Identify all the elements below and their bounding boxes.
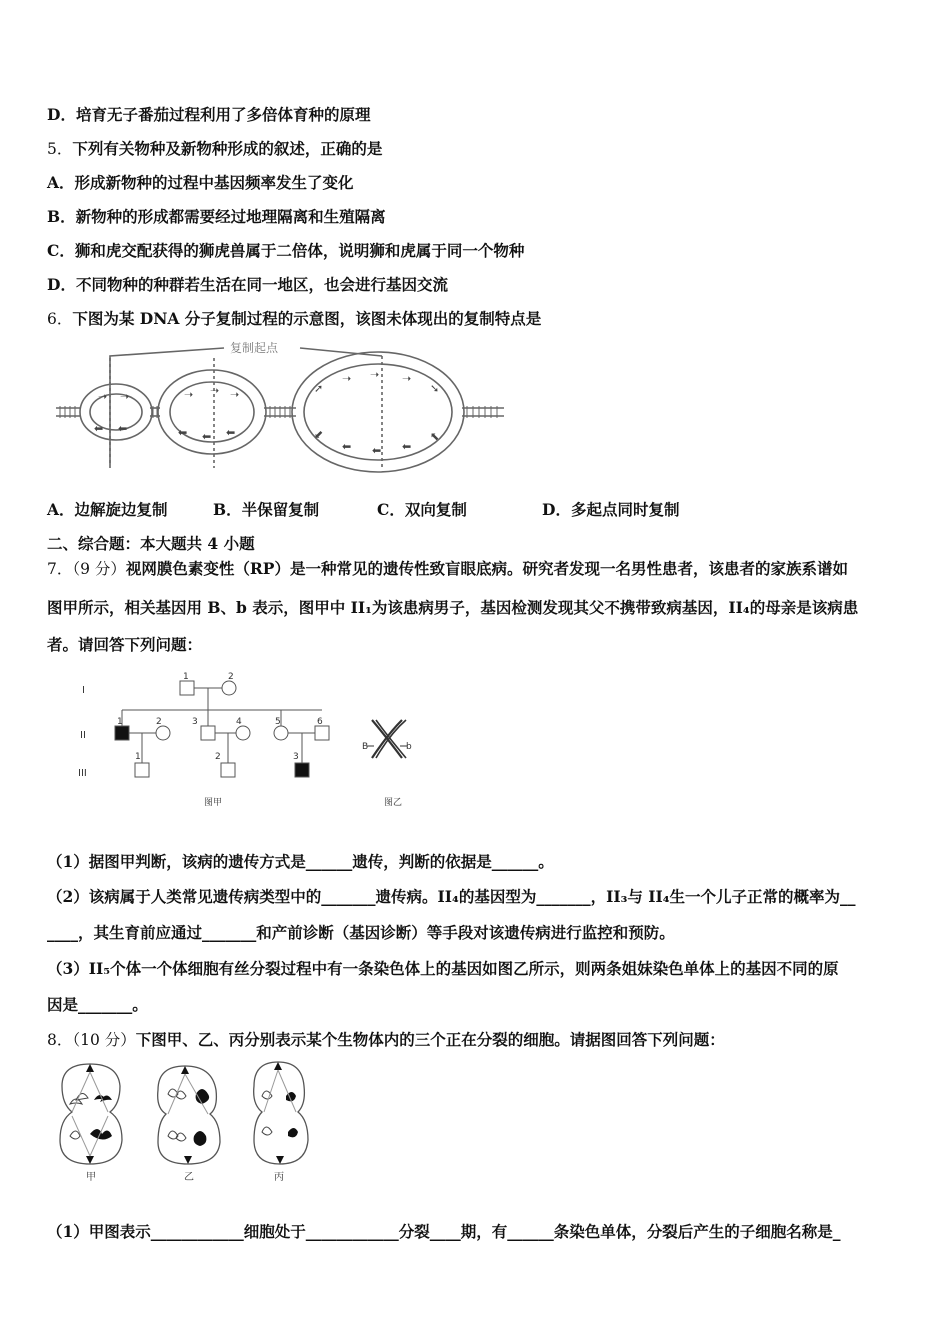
gen2-num-5: 5 (275, 717, 281, 727)
caption-figure-a: 图甲 (204, 798, 223, 808)
svg-text:➘: ➘ (430, 382, 440, 395)
q6-number: 6． (47, 310, 73, 328)
svg-text:⬅: ⬅ (94, 422, 104, 435)
svg-text:➝: ➝ (98, 390, 108, 403)
gen2-num-4: 4 (236, 717, 242, 727)
gen2-female-5 (274, 726, 288, 740)
svg-text:⬅: ⬅ (118, 422, 128, 435)
svg-text:⬅: ⬅ (342, 440, 352, 453)
svg-text:⬉: ⬉ (430, 430, 440, 443)
q5-number: 5． (47, 140, 73, 158)
gen1-num-2: 2 (228, 672, 234, 682)
q7-points: （9 分） (72, 560, 126, 578)
gen2-female-2 (156, 726, 170, 740)
gen2-num-3: 3 (192, 717, 198, 727)
q7-sub2-line1: （2）该病属于人类常见遗传病类型中的_______遗传病。II₄的基因型为_______，II₃与 II₄生一个儿子正常的概率为__ (47, 887, 856, 906)
gen2-num-6: 6 (317, 717, 323, 727)
cell-a-outline (60, 1064, 122, 1164)
gen2-male-1-affected (115, 726, 129, 740)
q8-sub1: （1）甲图表示____________细胞处于____________分裂____期，有______条染色单体，分裂后产生的子细胞名称是_ (47, 1222, 841, 1241)
q6-stem-text: 下图为某 DNA 分子复制过程的示意图，该图未体现出的复制特点是 (72, 309, 542, 328)
cell-b-label: 乙 (184, 1172, 194, 1183)
q7-line2: 图甲所示，相关基因用 B、b 表示，图甲中 II₁为该患病男子，基因检测发现其父不携带致病基因，II₄的母亲是该病患 (47, 598, 859, 617)
q7-sub2-line2: ____，其生育前应通过_______和产前诊断（基因诊断）等手段对该遗传病进行监控和预防。 (47, 923, 675, 942)
q6-option-b: B．半保留复制 (213, 500, 320, 519)
q7-sub1: （1）据图甲判断，该病的遗传方式是______遗传，判断的依据是______。 (47, 852, 554, 871)
svg-text:⬅: ⬅ (402, 440, 412, 453)
gen3-num-1: 1 (135, 752, 141, 762)
q4-option-d: D．培育无子番茄过程利用了多倍体育种的原理 (47, 105, 371, 124)
caption-figure-b: 图乙 (384, 798, 403, 808)
gen1-num-1: 1 (183, 672, 189, 682)
dna-replication-figure (52, 336, 512, 481)
cell-division-figure (50, 1056, 340, 1188)
svg-text:⬅: ⬅ (178, 426, 188, 439)
q6-stem (47, 307, 541, 329)
gen2-male-3 (201, 726, 215, 740)
q5-stem (47, 137, 382, 159)
gen3-num-3: 3 (293, 752, 299, 762)
svg-text:➝: ➝ (402, 372, 412, 385)
replication-origin-label: 复制起点 (230, 341, 279, 355)
gen2-num-1: 1 (117, 717, 123, 727)
q6-option-a: A．边解旋边复制 (47, 500, 168, 519)
q5-option-d: D．不同物种的种群若生活在同一地区，也会进行基因交流 (47, 275, 448, 294)
svg-text:➝: ➝ (342, 372, 352, 385)
gen3-male-3-affected (295, 763, 309, 777)
q7-line1 (47, 557, 848, 579)
svg-text:⬅: ⬅ (226, 426, 236, 439)
svg-text:➝: ➝ (370, 368, 380, 381)
gen-label-iii: III (78, 768, 87, 779)
pedigree-figure (70, 668, 430, 818)
gen1-female-2 (222, 681, 236, 695)
q8-points: （10 分） (72, 1031, 136, 1049)
cell-c-label: 丙 (274, 1172, 284, 1183)
q5-option-c: C．狮和虎交配获得的狮虎兽属于二倍体，说明狮和虎属于同一个物种 (47, 241, 525, 260)
q6-option-c: C．双向复制 (377, 500, 467, 519)
q6-option-d: D．多起点同时复制 (542, 500, 680, 519)
gen3-male-2 (221, 763, 235, 777)
svg-text:➝: ➝ (120, 390, 130, 403)
svg-text:➚: ➚ (314, 382, 324, 395)
svg-text:➝: ➝ (210, 384, 220, 397)
q5-option-b: B．新物种的形成都需要经过地理隔离和生殖隔离 (47, 207, 386, 226)
gen1-male-1 (180, 681, 194, 695)
q7-line1-text: 视网膜色素变性（RP）是一种常见的遗传性致盲眼底病。研究者发现一名男性患者，该患者的家族系谱如 (125, 559, 848, 578)
q5-stem-text: 下列有关物种及新物种形成的叙述，正确的是 (72, 139, 383, 158)
svg-text:⬅: ⬅ (202, 430, 212, 443)
q8-number: 8． (47, 1031, 73, 1049)
gene-label-b-upper: B (362, 742, 369, 752)
q5-option-a: A．形成新物种的过程中基因频率发生了变化 (47, 173, 354, 192)
gen3-male-1 (135, 763, 149, 777)
svg-text:➝: ➝ (184, 388, 194, 401)
gen2-num-2: 2 (156, 717, 162, 727)
svg-text:⬅: ⬅ (372, 444, 382, 457)
q7-sub3-line1: （3）II₅个体一个体细胞有丝分裂过程中有一条染色体上的基因如图乙所示，则两条姐妹染色单体上的基因不同的原 (47, 959, 839, 978)
gen-label-i: I (82, 685, 85, 696)
section-title: 二、综合题：本大题共 4 小题 (47, 534, 255, 553)
gen2-male-6 (315, 726, 329, 740)
gene-label-b-lower: b (406, 742, 412, 752)
q7-line3: 者。请回答下列问题： (47, 635, 203, 654)
q7-number: 7． (47, 560, 73, 578)
cell-a-label: 甲 (86, 1172, 96, 1183)
svg-text:➝: ➝ (230, 388, 240, 401)
gen2-female-4 (236, 726, 250, 740)
q8-stem-text: 下图甲、乙、丙分别表示某个生物体内的三个正在分裂的细胞。请据图回答下列问题： (135, 1030, 725, 1049)
svg-text:⬋: ⬋ (314, 428, 324, 441)
q8-stem (47, 1028, 725, 1050)
q7-sub3-line2: 因是_______。 (47, 995, 148, 1014)
gen-label-ii: II (80, 730, 86, 741)
gen3-num-2: 2 (215, 752, 221, 762)
